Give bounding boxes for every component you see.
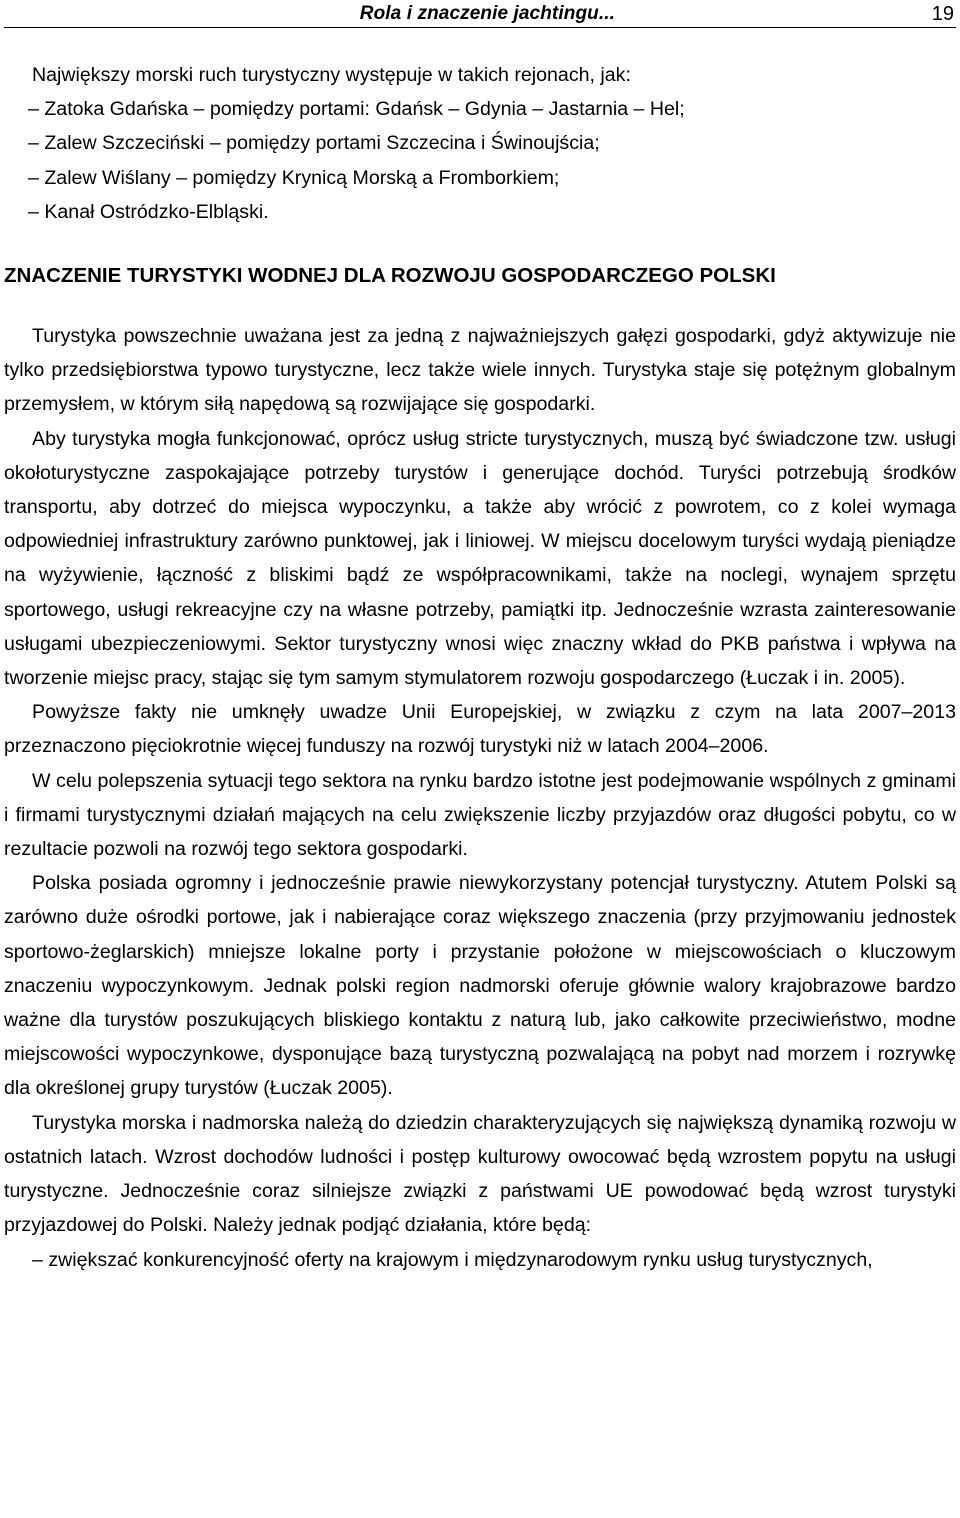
sentence: Atutem Polski są zarówno duże ośrodki portowe, jak i nabierające coraz większego znaczenia (przy przyjmowaniu jednostek sportowo-żeglarskich) mniejsze lokalne porty i przystanie położone w miejscowościach o kluczowym znaczeniu wypoczynkowym. [4,872,956,997]
page-number: 19 [931,3,954,25]
paragraph [4,1106,956,1243]
page-content [4,58,956,1277]
sentence: W celu polepszenia sytuacji tego sektora na rynku bardzo istotne jest podejmowanie wspólnych z gminami i firmami turystycznymi działań mających na celu zwiększenie liczby przyjazdów oraz długości pobytu, co w rezultacie pozwoli na rozwój tego sektora gospodarki. [4,769,956,861]
running-header [0,0,960,30]
paragraph [4,866,956,1105]
section-heading: ZNACZENIE TURYSTYKI WODNEJ DLA ROZWOJU GOSPODARCZEGO POLSKI [4,264,776,288]
sentence: Turystyka powszechnie uważana jest za jedną z najważniejszych gałęzi gospodarki, gdyż aktywizuje nie tylko przedsiębiorstwa typowo turystyczne, lecz także wiele innych. [4,325,956,382]
sentence: Wzrost dochodów ludności i postęp kulturowy owocować będą wzrostem popytu na usługi turystyczne. [4,1145,956,1203]
sentence: Turyści potrzebują środków transportu, aby dotrzeć do miejsca wypoczynku, a także aby wrócić z powrotem, co z kolei wymaga odpowiedniej infrastruktury zarówno punktowej, jak i liniowej. [4,461,956,553]
intro-block [4,58,956,229]
region-list [4,92,956,229]
header-rule [4,27,956,28]
paragraph [4,422,956,696]
region-list-item: – Kanał Ostródzko-Elbląski. [28,200,269,223]
sentence: Należy jednak podjąć działania, które będą: [207,1214,592,1237]
bullet-item: – zwiększać konkurencyjność oferty na krajowym i międzynarodowym rynku usług turystycznych, [32,1248,873,1271]
sentence: Turystyka morska i nadmorska należą do dziedzin charakteryzujących się największą dynamiką rozwoju w ostatnich latach. [4,1111,956,1168]
region-list-item: – Zatoka Gdańska – pomiędzy portami: Gdańsk – Gdynia – Jastarnia – Hel; [28,98,685,121]
intro-lead: Największy morski ruch turystyczny występuje w takich rejonach, jak: [32,64,631,86]
region-list-item: – Zalew Wiślany – pomiędzy Krynicą Morską a Fromborkiem; [28,166,560,189]
region-list-item: – Zalew Szczeciński – pomiędzy portami Szczecina i Świnoujścia; [28,132,600,155]
sentence: Turystyka staje się potężnym globalnym przemysłem, w którym siłą napędową są rozwijające się gospodarki. [4,359,957,416]
sentence: W miejscu docelowym turyści wydają pieniądze na wyżywienie, łączność z bliskimi bądź ze współpracownikami, także na noclegi, wynajem sprzętu sportowego, usługi rekreacyjne czy na własne potrzeby, pamiątki itp. [4,530,956,621]
body-text [4,319,956,1277]
running-title: Rola i znaczenie jachtingu... [359,3,615,24]
sentence: Aby turystyka mogła funkcjonować, oprócz usług stricte turystycznych, muszą być świadczone tzw. usługi okołoturystyczne zaspokajające potrzeby turystów i generujące dochód. [4,427,956,484]
sentence: Polska posiada ogromny i jednocześnie prawie niewykorzystany potencjał turystyczny. [32,872,799,895]
sentence: Jednocześnie wzrasta zainteresowanie usługami ubezpieczeniowymi. [4,598,956,655]
sentence: Jednocześnie coraz silniejsze związki z państwami UE powodować będą wzrost turystyki przyjazdowej do Polski. [4,1180,956,1237]
paragraph [4,319,956,422]
sentence: Sektor turystyczny wnosi więc znaczny wkład do PKB państwa i wpływa na tworzenie miejsc pracy, stając się tym samym stymulatorem rozwoju gospodarczego (Łuczak i in. 2005). [4,632,956,690]
paragraph [4,764,956,867]
paragraph [4,695,956,763]
sentence: Jednak polski region nadmorski oferuje głównie walory krajobrazowe bardzo ważne dla turystów poszukujących bliskiego kontaktu z naturą lub, jako całkowite przeciwieństwo, modne miejscowości wypoczynkowe, dysponujące bazą turystyczną pozwalającą na pobyt nad morzem i rozrywkę dla określonej grupy turystów (Łuczak 2005). [4,974,956,1100]
sentence: Powyższe fakty nie umknęły uwadze Unii Europejskiej, w związku z czym na lata 2007–2013 przeznaczono pięciokrotnie więcej funduszy na rozwój turystyki niż w latach 2004–2006. [4,701,956,758]
